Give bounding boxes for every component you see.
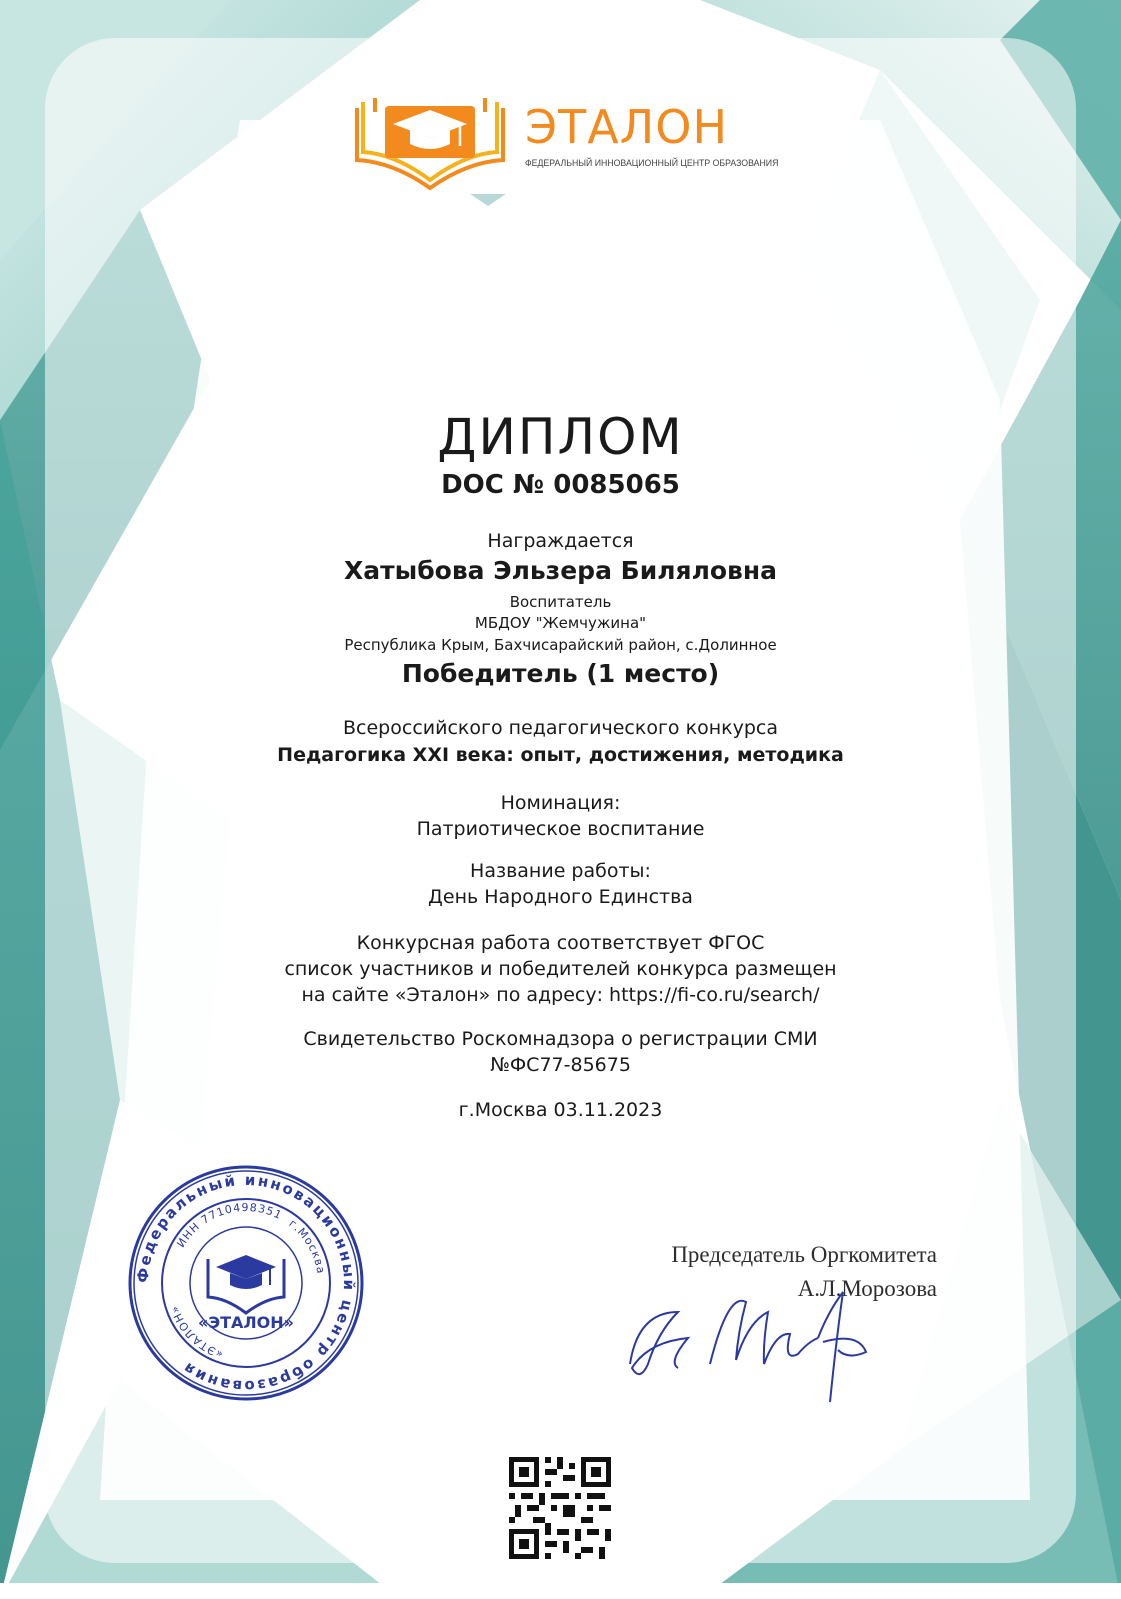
fgos-line-2: список участников и победителей конкурса размещен <box>284 958 837 980</box>
seal-center-text: «ЭТАЛОН» <box>198 1313 294 1332</box>
svg-text:ИНН 7710498351 <box>174 1201 284 1250</box>
handwritten-signature <box>618 1272 888 1412</box>
recipient-institution: МБДОУ "Жемчужина" <box>474 614 647 632</box>
signature-name: А.Л.Морозова <box>797 1276 937 1301</box>
qr-code[interactable] <box>499 1447 621 1569</box>
recipient-name: Хатыбова Эльзера Биляловна <box>343 556 778 585</box>
nomination-value: Патриотическое воспитание <box>416 818 705 840</box>
seal-inner-left: «ЭТАЛОН» <box>167 1303 225 1361</box>
logo-card-pointer <box>470 194 506 206</box>
seal-graduation-cap-icon <box>208 1255 284 1313</box>
graduation-cap-book-icon <box>355 92 505 192</box>
seal-outer-text: Федеральный инновационный центр образования <box>133 1170 359 1396</box>
recipient-position: Воспитатель <box>509 593 612 611</box>
nomination-label: Номинация: <box>500 792 621 814</box>
organization-name: ЭТАЛОН <box>525 100 729 154</box>
work-title-label: Название работы: <box>470 860 651 882</box>
recipient-location: Республика Крым, Бахчисарайский район, с.Долинное <box>344 636 777 654</box>
place-date: г.Москва 03.11.2023 <box>458 1099 663 1121</box>
document-number: DOC № 0085065 <box>441 470 680 500</box>
fgos-line-3: на сайте «Эталон» по адресу: https://fi-co.ru/search/ <box>301 984 820 1006</box>
seal-inn: ИНН 7710498351 <box>174 1200 285 1250</box>
registration-line-1: Свидетельство Роскомнадзора о регистрации СМИ <box>303 1028 818 1050</box>
work-title-value: День Народного Единства <box>428 886 693 908</box>
contest-type: Всероссийского педагогического конкурса <box>343 717 778 739</box>
svg-text:«ЭТАЛОН» <box>168 1303 225 1361</box>
fgos-line-1: Конкурсная работа соответствует ФГОС <box>356 932 765 954</box>
registration-line-2: №ФС77-85675 <box>490 1054 631 1076</box>
seal-city: г.Москва <box>286 1216 328 1276</box>
award-place: Победитель (1 место) <box>401 659 720 688</box>
awarded-label: Награждается <box>487 530 634 552</box>
organization-subtitle: ФЕДЕРАЛЬНЫЙ ИННОВАЦИОННЫЙ ЦЕНТР ОБРАЗОВАНИЯ <box>525 158 779 169</box>
contest-name: Педагогика XXI века: опыт, достижения, методика <box>277 744 844 766</box>
signature-title: Председатель Оргкомитета <box>671 1242 937 1267</box>
document-title: ДИПЛОМ <box>437 408 684 466</box>
qr-code-icon <box>499 1447 621 1569</box>
official-seal <box>126 1163 366 1403</box>
